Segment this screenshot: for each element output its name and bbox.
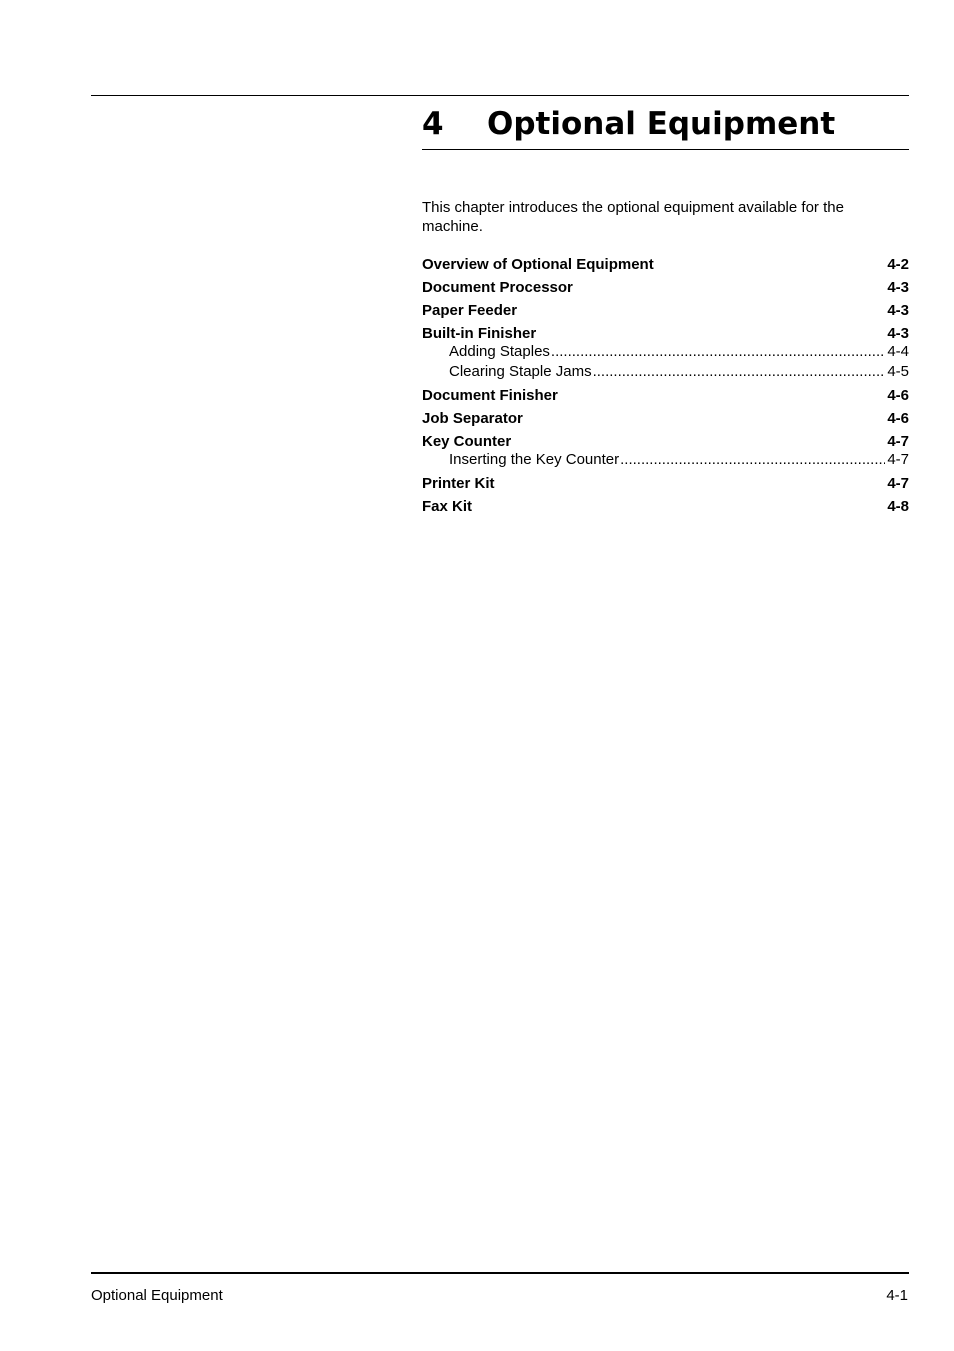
toc-entry-page: 4-7 [887, 475, 909, 492]
toc-entry-page: 4-7 [887, 451, 909, 468]
toc-entry-label: Inserting the Key Counter [449, 451, 620, 468]
toc-entry-label: Job Separator [422, 410, 523, 427]
toc-entry-page: 4-6 [887, 387, 909, 404]
toc-entry[interactable] [422, 301, 909, 324]
toc-entry[interactable] [422, 386, 909, 409]
toc-leader-dots [593, 363, 886, 381]
toc-subentry[interactable] [422, 343, 909, 363]
toc-entry-label: Printer Kit [422, 475, 495, 492]
chapter-title: Optional Equipment [487, 106, 836, 142]
toc-entry-label: Paper Feeder [422, 302, 518, 319]
toc-entry-label: Document Finisher [422, 387, 558, 404]
toc-entry-label: Adding Staples [449, 343, 550, 360]
toc-leader-dots [620, 451, 885, 469]
toc-entry-page: 4-3 [887, 279, 909, 296]
toc-entry-label: Built-in Finisher [422, 325, 537, 342]
toc-entry-label: Document Processor [422, 279, 573, 296]
toc-entry-page: 4-8 [887, 498, 909, 515]
chapter-heading [422, 104, 909, 150]
chapter-number: 4 [422, 106, 444, 142]
toc-subentry[interactable] [422, 451, 909, 471]
toc-entry-label: Clearing Staple Jams [449, 363, 592, 380]
toc-entry[interactable] [422, 474, 909, 497]
toc-entry-page: 4-3 [887, 302, 909, 319]
toc-entry-label: Overview of Optional Equipment [422, 256, 654, 273]
toc-entry-page: 4-7 [887, 433, 909, 450]
toc-entry-page: 4-2 [887, 256, 909, 273]
toc-entry-label: Key Counter [422, 433, 512, 450]
toc-subentry[interactable] [422, 363, 909, 383]
footer-page-number: 4-1 [886, 1287, 908, 1304]
table-of-contents [422, 255, 909, 520]
toc-entry-page: 4-5 [887, 363, 909, 380]
toc-entry[interactable] [422, 278, 909, 301]
toc-entry-page: 4-3 [887, 325, 909, 342]
footer-rule [91, 1272, 909, 1274]
toc-entry-page: 4-4 [887, 343, 909, 360]
toc-entry-page: 4-6 [887, 410, 909, 427]
footer-section-title: Optional Equipment [91, 1287, 223, 1304]
toc-entry[interactable] [422, 409, 909, 432]
header-rule [91, 95, 909, 96]
toc-entry[interactable] [422, 497, 909, 520]
toc-entry-label: Fax Kit [422, 498, 473, 515]
toc-leader-dots [551, 343, 885, 361]
chapter-intro: This chapter introduces the optional equipment available for the machine. [422, 199, 844, 235]
toc-entry[interactable] [422, 255, 909, 278]
